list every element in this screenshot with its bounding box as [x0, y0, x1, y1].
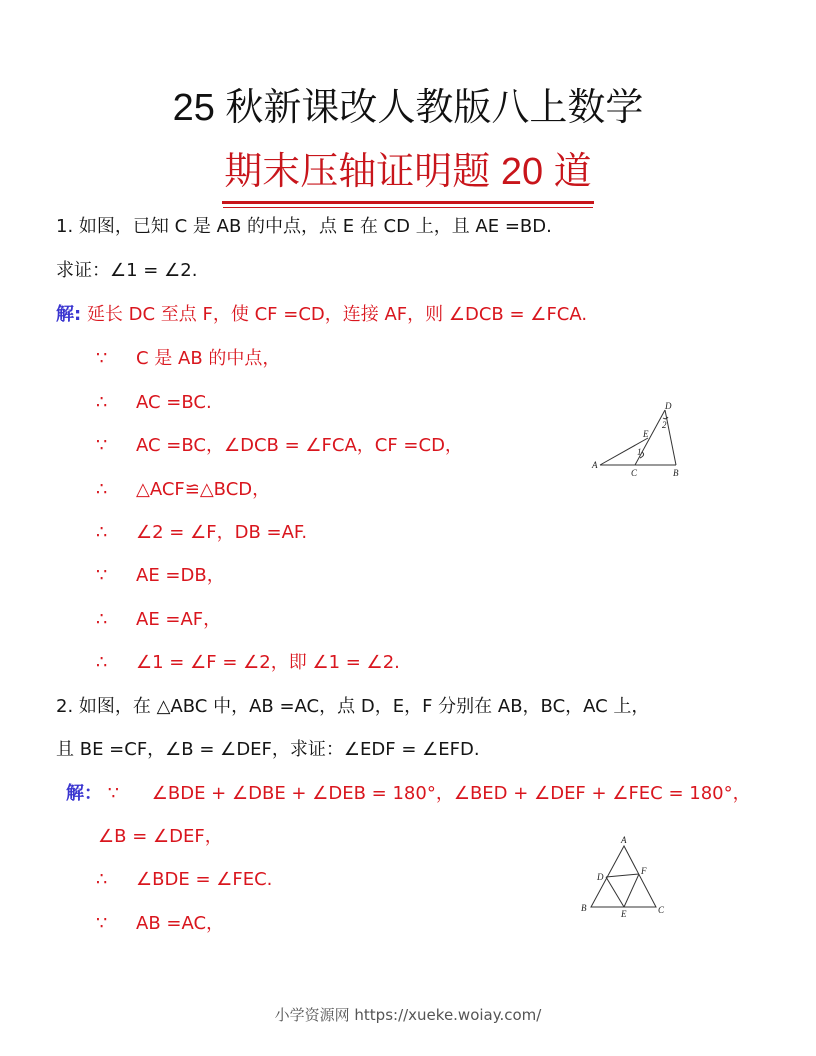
page-subtitle: 期末压轴证明题 20 道: [224, 148, 591, 198]
because-symbol: ∵: [96, 565, 108, 586]
therefore-symbol: ∴: [96, 522, 108, 543]
problem-1-solution-line-6: [96, 563, 225, 589]
therefore-symbol: ∴: [96, 392, 108, 413]
problem-1-solution-line-1: [96, 346, 280, 372]
problem-2-solution-line-0: [66, 781, 751, 807]
problem-2-solution-line-1: [98, 824, 223, 850]
solution-text: AE =DB，: [136, 565, 225, 586]
svg-text:E: E: [643, 429, 649, 439]
solution-text: AC =BC.: [136, 392, 212, 413]
problem-2-statement-line-2: 且 BE =CF，∠B = ∠DEF，求证：∠EDF = ∠EFD.: [56, 739, 480, 760]
problem-1-figure: [588, 398, 688, 482]
svg-text:C: C: [631, 468, 638, 478]
solution-text: △ACF≌△BCD，: [136, 479, 271, 500]
solution-text: ∠BDE + ∠DBE + ∠DEB = 180°，∠BED + ∠DEF + ∠FEC = 180°，: [151, 783, 751, 804]
because-symbol: ∵: [96, 913, 108, 934]
problem-2-solution-line-2: [96, 867, 272, 893]
problem-1-solution-line-0: [56, 302, 587, 328]
therefore-symbol: ∴: [96, 869, 108, 890]
therefore-symbol: ∴: [96, 479, 108, 500]
svg-text:C: C: [658, 905, 665, 915]
solution-text: AE =AF，: [136, 609, 222, 630]
problem-1-solution-line-7: [96, 607, 221, 633]
because-symbol: ∵: [107, 783, 120, 804]
page-title: 25 秋新课改人教版八上数学: [172, 87, 644, 129]
solution-text: ∠BDE = ∠FEC.: [136, 869, 273, 890]
problem-1-statement-line-1: 1. 如图，已知 C 是 AB 的中点，点 E 在 CD 上，且 AE =BD.: [56, 216, 552, 237]
therefore-symbol: ∴: [96, 652, 108, 673]
problem-2-figure: [576, 834, 672, 920]
solution-label: 解:: [56, 304, 82, 325]
solution-text: AB =AC，: [136, 913, 225, 934]
footer-watermark: 小学资源网 https://xueke.woiay.com/: [274, 1006, 542, 1024]
solution-text: ∠B = ∠DEF，: [98, 826, 223, 847]
problem-2-solution-line-3: [96, 911, 224, 937]
solution-text: 延长 DC 至点 F，使 CF =CD，连接 AF，则 ∠DCB = ∠FCA.: [86, 304, 588, 325]
problem-1-statement-line-2: 求证：∠1 = ∠2.: [56, 260, 198, 281]
problem-1-solution-line-4: [96, 477, 270, 503]
angle-2-label: 2: [662, 420, 667, 430]
problem-2-statement-line-1: 2. 如图，在 △ABC 中，AB =AC，点 D，E，F 分别在 AB，BC，AC 上，: [56, 696, 650, 717]
svg-text:E: E: [621, 909, 627, 919]
angle-1-label: 1: [637, 447, 642, 457]
svg-text:B: B: [673, 468, 679, 478]
solution-text: C 是 AB 的中点，: [136, 348, 281, 369]
problem-1-solution-line-5: [96, 520, 307, 546]
svg-text:D: D: [597, 872, 604, 882]
therefore-symbol: ∴: [96, 609, 108, 630]
because-symbol: ∵: [96, 348, 108, 369]
because-symbol: ∵: [96, 435, 108, 456]
solution-text: ∠2 = ∠F，DB =AF.: [136, 522, 308, 543]
problem-1-solution-line-8: [96, 650, 400, 676]
solution-text: ∠1 = ∠F = ∠2，即 ∠1 = ∠2.: [136, 652, 400, 673]
svg-text:D: D: [665, 401, 672, 411]
svg-text:A: A: [592, 460, 598, 470]
svg-text:B: B: [581, 903, 587, 913]
svg-text:F: F: [641, 866, 647, 876]
solution-label: 解：: [66, 783, 102, 804]
problem-1-solution-line-2: [96, 390, 212, 416]
problem-1-solution-line-3: [96, 433, 463, 459]
svg-text:A: A: [621, 835, 627, 845]
solution-text: AC =BC，∠DCB = ∠FCA，CF =CD，: [136, 435, 463, 456]
page-subtitle-wrap: [0, 148, 816, 198]
